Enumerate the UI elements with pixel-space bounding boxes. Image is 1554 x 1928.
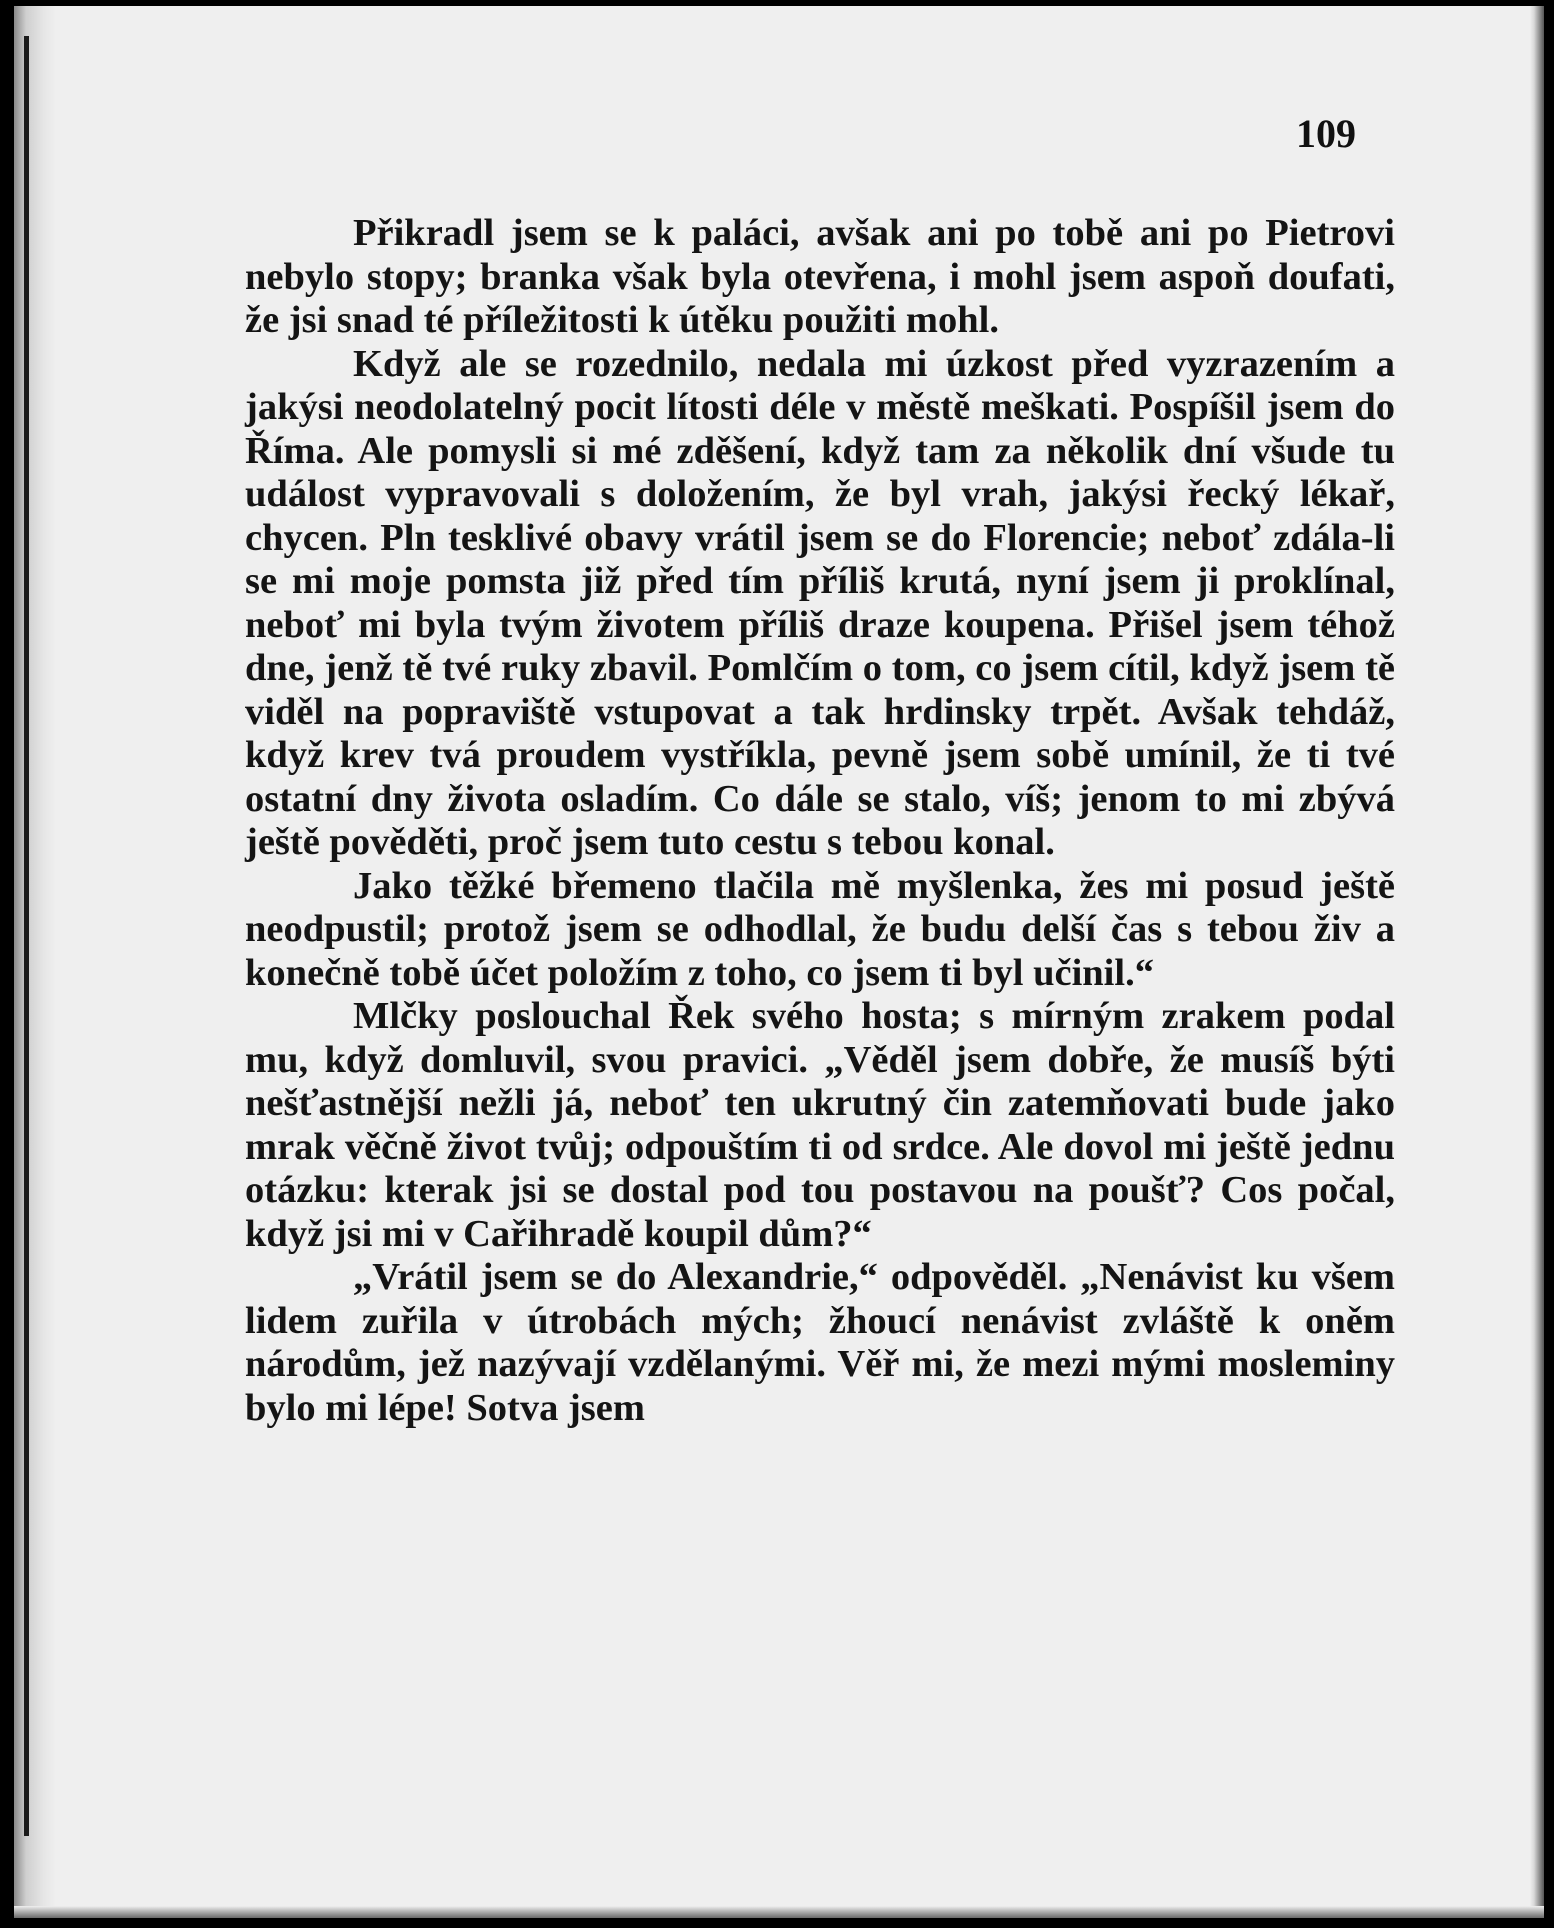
page-bottom-edge [14,1906,1544,1918]
paragraph: Jako těžké břemeno tlačila mě myšlenka, žes mi posud ještě neodpustil; protož jsem se odhodlal, že budu delší čas s tebou živ a konečně tobě účet položím z toho, co jsem ti byl učinil.“ [245,864,1395,994]
paragraph: Když ale se rozednilo, nedala mi úzkost před vyzrazením a jakýsi neodolatelný pocit lítosti déle v městě meškati. Pospíšil jsem do Říma. Ale pomysli si mé zděšení, když tam za několik dní všude tu událost vypravovali s doložením, že byl vrah, jakýsi řecký lékař, chycen. Pln tesklivé obavy vrátil jsem se do Florencie; neboť zdála-li se mi moje pomsta již před tím příliš krutá, nyní jsem ji proklínal, neboť mi byla tvým životem příliš draze koupena. Přišel jsem téhož dne, jenž tě tvé ruky zbavil. Pomlčím o tom, co jsem cítil, když jsem tě viděl na popraviště vstupovat a tak hrdinsky trpět. Avšak tehdáž, když krev tvá proudem vystříkla, pevně jsem sobě umínil, že ti tvé ostatní dny života osladím. Co dále se stalo, víš; jenom to mi zbývá ještě pověděti, proč jsem tuto cestu s tebou konal. [245,342,1395,863]
paragraph: Mlčky poslouchal Řek svého hosta; s mírným zrakem podal mu, když domluvil, svou pravici. „Věděl jsem dobře, že musíš býti nešťastnější nežli já, neboť ten ukrutný čin zatemňovati bude jako mrak věčně život tvůj; odpouštím ti od srdce. Ale dovol mi ještě jednu otázku: kterak jsi se dostal pod tou postavou na poušť? Cos počal, když jsi mi v Cařihradě koupil dům?“ [245,995,1395,1255]
book-page [14,6,1544,1918]
page-number: 109 [1296,111,1356,156]
page-right-edge [1530,6,1544,1918]
body-text [245,212,1395,1430]
gutter-edge-line [24,36,29,1836]
paragraph: Přikradl jsem se k paláci, avšak ani po tobě ani po Pietrovi nebylo stopy; branka však byla otevřena, i mohl jsem aspoň doufati, že jsi snad té příležitosti k útěku použiti mohl. [245,212,1395,341]
page-binding-shadow [14,6,56,1918]
paragraph: „Vrátil jsem se do Alexandrie,“ odpověděl. „Nenávist ku všem lidem zuřila v útrobách mých; žhoucí nenávist zvláště k oněm národům, jež nazývají vzdělanými. Věř mi, že mezi mými mosleminy bylo mi lépe! Sotva jsem [245,1256,1395,1429]
